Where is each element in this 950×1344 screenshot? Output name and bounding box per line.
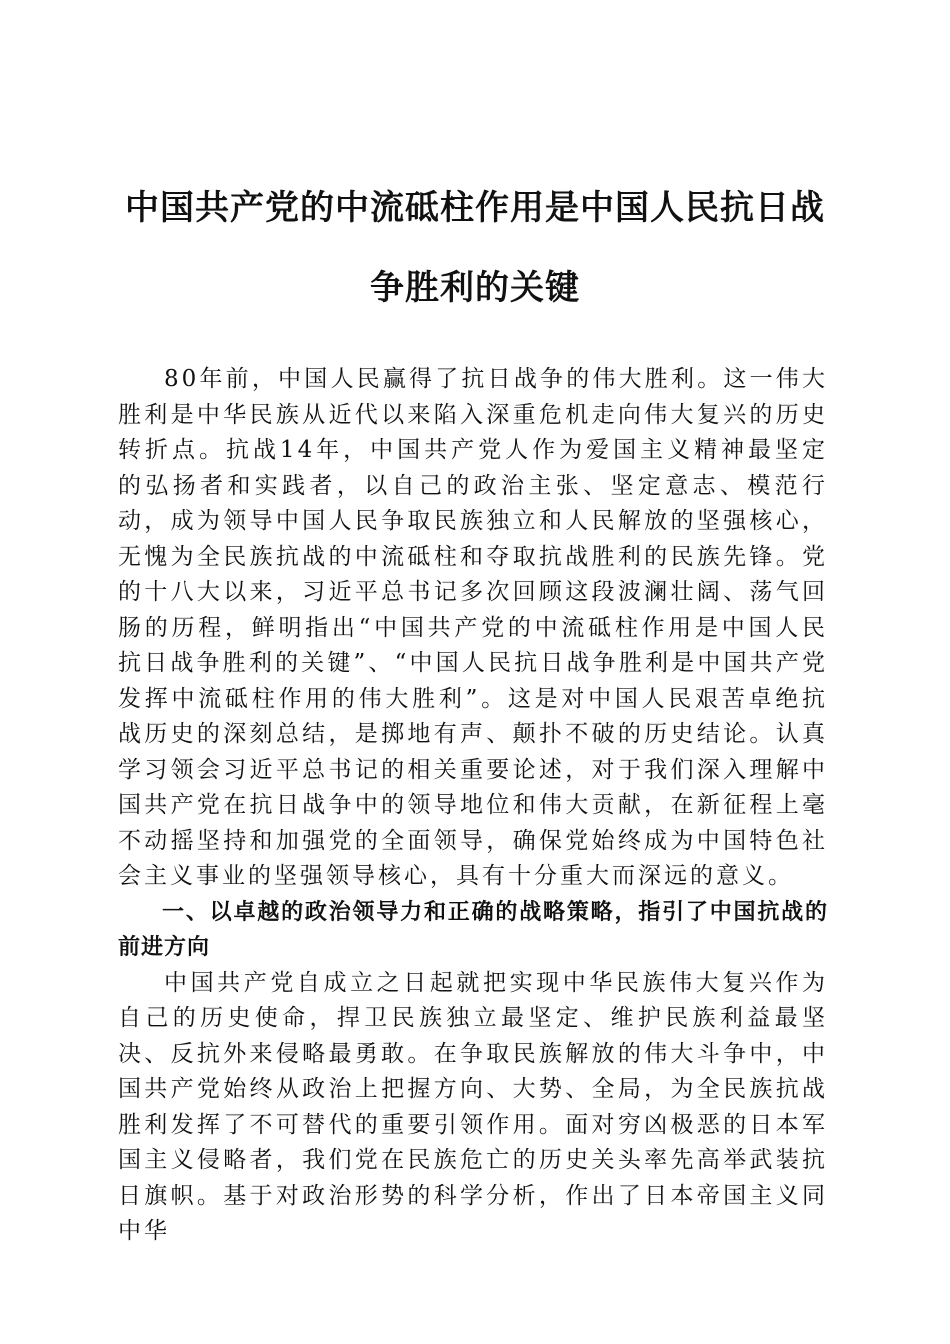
section-heading-1: 一、以卓越的政治领导力和正确的战略策略，指引了中国抗战的前进方向 (118, 899, 828, 960)
section-1-paragraph: 中国共产党自成立之日起就把实现中华民族伟大复兴作为自己的历史使命，捍卫民族独立最坚定、维护民族利益最坚决、反抗外来侵略最勇敢。在争取民族解放的伟大斗争中，中国共产党始终从政治上把握方向、大势、全局，为全民族抗战胜利发挥了不可替代的重要引领作用。面对穷凶极恶的日本军国主义侵略者，我们党在民族危亡的历史关头率先高举武装抗日旗帜。基于对政治形势的科学分析，作出了日本帝国主义同中华 (118, 969, 828, 1244)
intro-paragraph: 80年前，中国人民赢得了抗日战争的伟大胜利。这一伟大胜利是中华民族从近代以来陷入深重危机走向伟大复兴的历史转折点。抗战14年，中国共产党人作为爱国主义精神最坚定的弘扬者和实践者，以自己的政治主张、坚定意志、模范行动，成为领导中国人民争取民族独立和人民解放的坚强核心，无愧为全民族抗战的中流砥柱和夺取抗战胜利的民族先锋。党的十八大以来，习近平总书记多次回顾这段波澜壮阔、荡气回肠的历程，鲜明指出“中国共产党的中流砥柱作用是中国人民抗日战争胜利的关键”、“中国人民抗日战争胜利是中国共产党发挥中流砥柱作用的伟大胜利”。这是对中国人民艰苦卓绝抗战历史的深刻总结，是掷地有声、颠扑不破的历史结论。认真学习领会习近平总书记的相关重要论述，对于我们深入理解中国共产党在抗日战争中的领导地位和伟大贡献，在新征程上毫不动摇坚持和加强党的全面领导，确保党始终成为中国特色社会主义事业的坚强领导核心，具有十分重大而深远的意义。 (118, 366, 828, 889)
document-body (118, 362, 828, 1250)
document-title (100, 168, 850, 328)
title-line-2: 争胜利的关键 (370, 268, 580, 308)
title-line-1: 中国共产党的中流砥柱作用是中国人民抗日战 (125, 188, 825, 228)
